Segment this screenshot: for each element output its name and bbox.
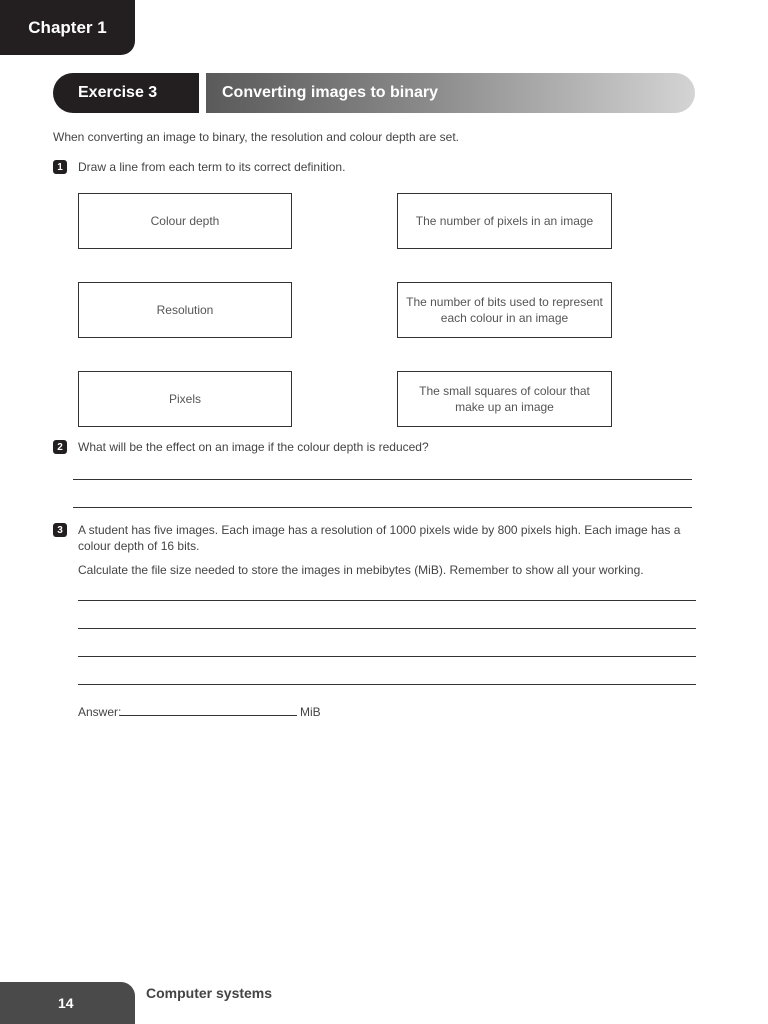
definition-box-1[interactable] bbox=[397, 193, 612, 249]
question-2-text: What will be the effect on an image if the colour depth is reduced? bbox=[78, 440, 429, 454]
question-3-instruction: Calculate the file size needed to store the images in mebibytes (MiB). Remember to show all your working. bbox=[78, 563, 644, 577]
working-line[interactable] bbox=[78, 656, 696, 657]
answer-unit: MiB bbox=[300, 705, 321, 719]
question-1-number: 1 bbox=[53, 160, 67, 174]
question-1-text: Draw a line from each term to its correct definition. bbox=[78, 160, 346, 174]
term-box-resolution[interactable] bbox=[78, 282, 292, 338]
definition-box-2[interactable] bbox=[397, 282, 612, 338]
term-box-pixels[interactable] bbox=[78, 371, 292, 427]
answer-line[interactable] bbox=[73, 507, 692, 508]
intro-text: When converting an image to binary, the resolution and colour depth are set. bbox=[53, 130, 460, 144]
page-number: 14 bbox=[0, 982, 135, 1024]
working-line[interactable] bbox=[78, 628, 696, 629]
working-line[interactable] bbox=[78, 684, 696, 685]
term-label: Colour depth bbox=[150, 214, 220, 228]
question-3-number: 3 bbox=[53, 523, 67, 537]
definition-label: The number of bits used to represent each colour in an image bbox=[406, 295, 603, 325]
definition-label: The number of pixels in an image bbox=[415, 214, 594, 228]
exercise-header bbox=[53, 73, 695, 113]
definition-box-3[interactable] bbox=[397, 371, 612, 427]
exercise-title: Converting images to binary bbox=[206, 73, 695, 113]
answer-input-line[interactable] bbox=[120, 715, 297, 716]
term-label: Pixels bbox=[168, 392, 201, 406]
exercise-label: Exercise 3 bbox=[53, 73, 199, 113]
answer-label: Answer: bbox=[78, 705, 122, 719]
question-2-number: 2 bbox=[53, 440, 67, 454]
definition-label: The small squares of colour that make up an image bbox=[419, 384, 590, 414]
footer-section-title: Computer systems bbox=[146, 985, 273, 1001]
chapter-tab: Chapter 1 bbox=[0, 0, 135, 55]
term-box-colour-depth[interactable] bbox=[78, 193, 292, 249]
question-3-text: A student has five images. Each image has a resolution of 1000 pixels wide by 800 pixels high. Each image has a colour depth of 16 bits. bbox=[78, 523, 681, 553]
term-label: Resolution bbox=[156, 303, 214, 317]
working-line[interactable] bbox=[78, 600, 696, 601]
answer-line[interactable] bbox=[73, 479, 692, 480]
